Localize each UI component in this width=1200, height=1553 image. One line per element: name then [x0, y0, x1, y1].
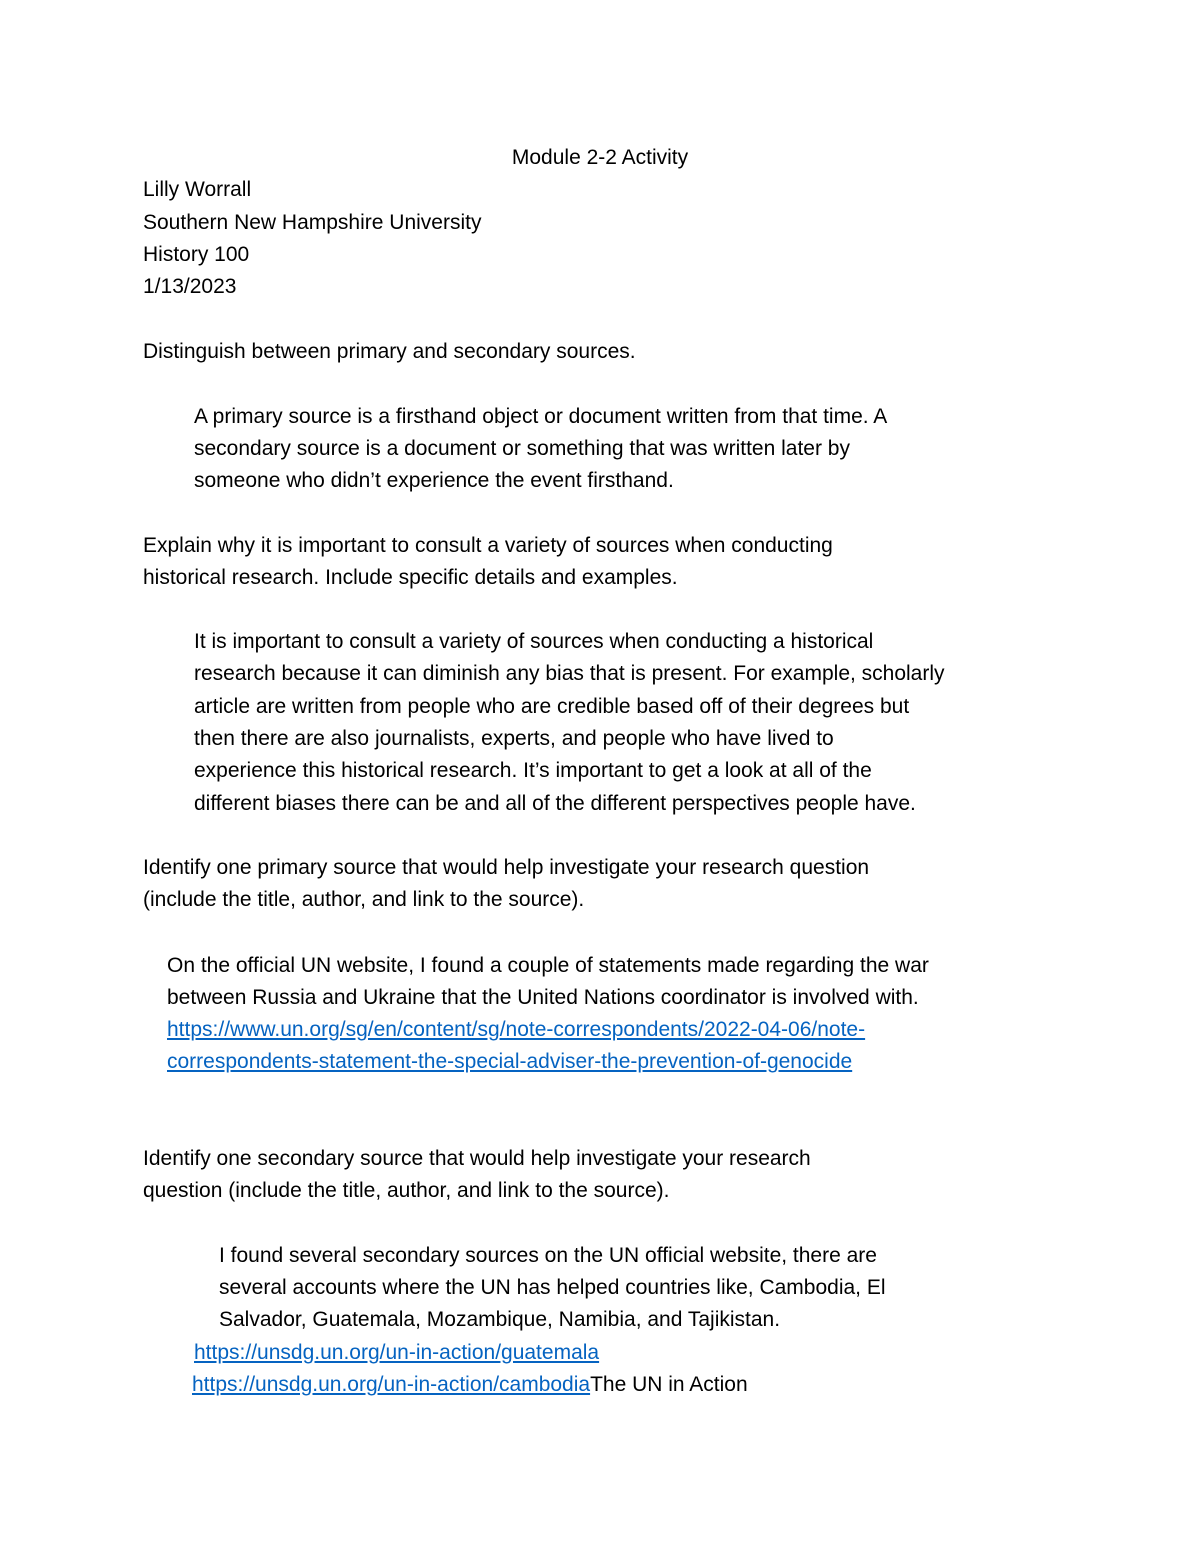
answer-1-line: secondary source is a document or something that was written later by [194, 437, 850, 460]
guatemala-link[interactable]: https://unsdg.un.org/un-in-action/guatemala [194, 1341, 600, 1364]
answer-4-line: Salvador, Guatemala, Mozambique, Namibia, and Tajikistan. [219, 1308, 781, 1331]
cambodia-link-line [192, 1369, 748, 1401]
document-title: Module 2-2 Activity [511, 146, 689, 169]
answer-2-line: research because it can diminish any bias that is present. For example, scholarly [194, 662, 945, 685]
answer-3-line: On the official UN website, I found a couple of statements made regarding the war [167, 954, 929, 977]
cambodia-link[interactable]: https://unsdg.un.org/un-in-action/cambodia [192, 1373, 591, 1396]
question-2-prompt-line: Explain why it is important to consult a variety of sources when conducting [143, 534, 833, 557]
document-date: 1/13/2023 [143, 275, 237, 298]
answer-2-line: then there are also journalists, experts, and people who have lived to [194, 727, 834, 750]
un-in-action-label: The UN in Action [590, 1373, 748, 1396]
question-3-prompt-line: (include the title, author, and link to the source). [143, 888, 585, 911]
question-4-prompt-line: question (include the title, author, and link to the source). [143, 1179, 670, 1202]
answer-2-line: different biases there can be and all of the different perspectives people have. [194, 792, 916, 815]
question-4-prompt-line: Identify one secondary source that would help investigate your research [143, 1147, 811, 1170]
answer-2-line: article are written from people who are credible based off of their degrees but [194, 695, 910, 718]
question-3-prompt-line: Identify one primary source that would help investigate your research question [143, 856, 870, 879]
school-name: Southern New Hampshire University [143, 211, 482, 234]
course-name: History 100 [143, 243, 250, 266]
answer-2-line: It is important to consult a variety of sources when conducting a historical [194, 630, 874, 653]
answer-1-line: A primary source is a firsthand object or document written from that time. A [194, 405, 888, 428]
un-statement-link-line[interactable]: correspondents-statement-the-special-adviser-the-prevention-of-genocide [167, 1050, 853, 1073]
answer-4-line: several accounts where the UN has helped countries like, Cambodia, El [219, 1276, 886, 1299]
question-2-prompt-line: historical research. Include specific details and examples. [143, 566, 678, 589]
answer-1-line: someone who didn’t experience the event firsthand. [194, 469, 674, 492]
answer-2-line: experience this historical research. It’s important to get a look at all of the [194, 759, 872, 782]
answer-4-line: I found several secondary sources on the UN official website, there are [219, 1244, 877, 1267]
answer-3-line: between Russia and Ukraine that the United Nations coordinator is involved with. [167, 986, 919, 1009]
question-1-prompt: Distinguish between primary and secondary sources. [143, 340, 636, 363]
un-statement-link-line[interactable]: https://www.un.org/sg/en/content/sg/note-correspondents/2022-04-06/note- [167, 1018, 866, 1041]
author-name: Lilly Worrall [143, 178, 252, 201]
